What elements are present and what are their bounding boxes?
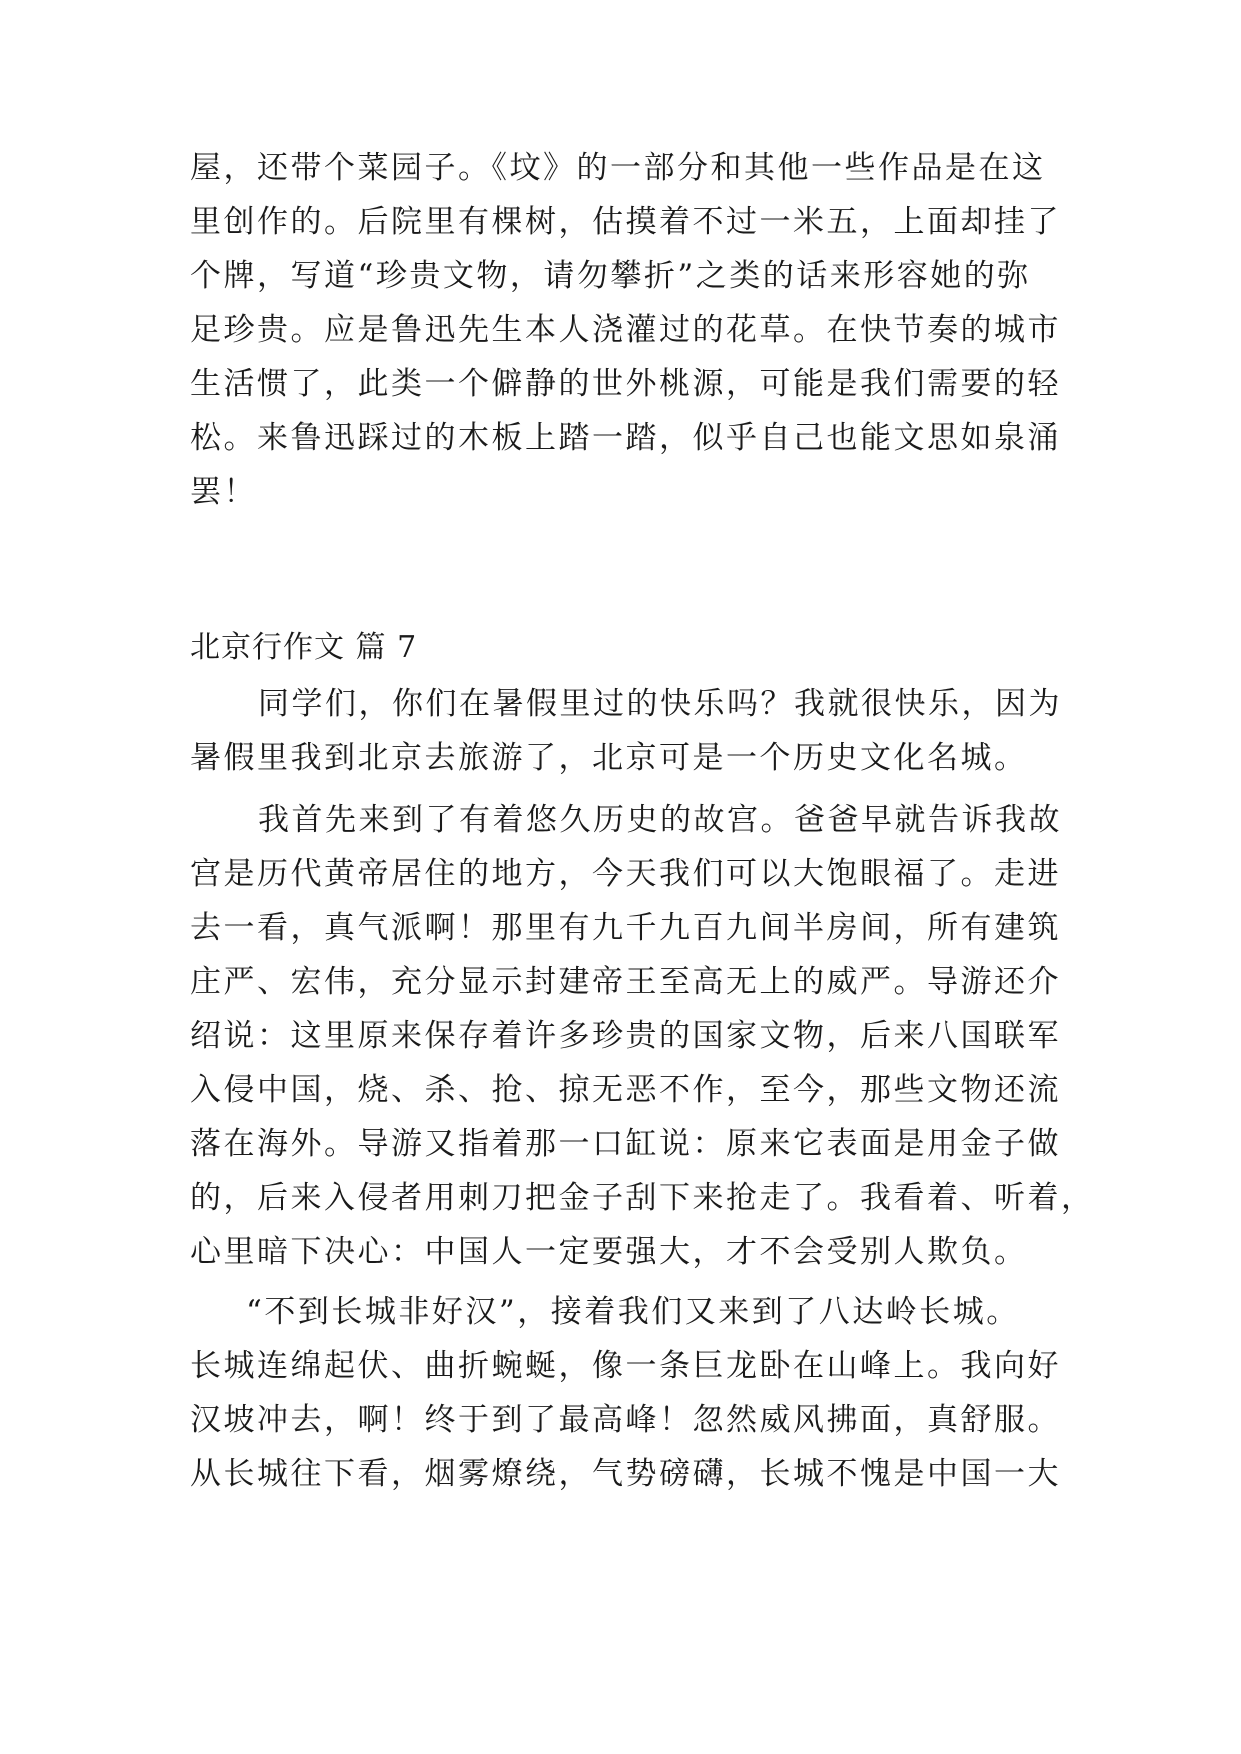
paragraph-line: 汉坡冲去，啊！终于到了最高峰！忽然威风拂面，真舒服。 — [190, 1402, 1061, 1438]
paragraph-line: 宫是历代黄帝居住的地方，今天我们可以大饱眼福了。走进 — [190, 856, 1061, 892]
paragraph-line: 屋，还带个菜园子。《坟》的一部分和其他一些作品是在这 — [190, 150, 1046, 186]
paragraph-line: 我首先来到了有着悠久历史的故宫。爸爸早就告诉我故 — [258, 802, 1062, 838]
paragraph-line: 足珍贵。应是鲁迅先生本人浇灌过的花草。在快节奏的城市 — [190, 312, 1061, 348]
paragraph-line: 个牌，写道“珍贵文物，请勿攀折”之类的话来形容她的弥 — [190, 258, 1031, 294]
paragraph-line: 绍说：这里原来保存着许多珍贵的国家文物，后来八国联军 — [190, 1018, 1061, 1054]
paragraph-line: 心里暗下决心：中国人一定要强大，才不会受别人欺负。 — [190, 1234, 1028, 1270]
paragraph-line: 庄严、宏伟，充分显示封建帝王至高无上的威严。导游还介 — [190, 964, 1061, 1000]
paragraph-line: 罢！ — [190, 474, 257, 510]
paragraph-line: 的，后来入侵者用刺刀把金子刮下来抢走了。我看着、听着， — [190, 1180, 1095, 1216]
paragraph-line: 从长城往下看，烟雾燎绕，气势磅礴，长城不愧是中国一大 — [190, 1456, 1061, 1492]
paragraph-line: 入侵中国，烧、杀、抢、掠无恶不作，至今，那些文物还流 — [190, 1072, 1061, 1108]
paragraph-line: 落在海外。导游又指着那一口缸说：原来它表面是用金子做 — [190, 1126, 1061, 1162]
paragraph-line: 长城连绵起伏、曲折蜿蜒，像一条巨龙卧在山峰上。我向好 — [190, 1348, 1061, 1384]
paragraph-line: 生活惯了，此类一个僻静的世外桃源，可能是我们需要的轻 — [190, 366, 1061, 402]
paragraph-line: “不到长城非好汉”，接着我们又来到了八达岭长城。 — [246, 1294, 1020, 1330]
paragraph-line: 里创作的。后院里有棵树，估摸着不过一米五，上面却挂了 — [190, 204, 1061, 240]
paragraph-line: 同学们，你们在暑假里过的快乐吗？我就很快乐，因为 — [258, 686, 1062, 722]
paragraph-line: 去一看，真气派啊！那里有九千九百九间半房间，所有建筑 — [190, 910, 1061, 946]
paragraph-line: 暑假里我到北京去旅游了，北京可是一个历史文化名城。 — [190, 740, 1028, 776]
section-heading: 北京行作文 篇 7 — [190, 630, 418, 665]
paragraph-line: 松。来鲁迅踩过的木板上踏一踏，似乎自己也能文思如泉涌 — [190, 420, 1061, 456]
